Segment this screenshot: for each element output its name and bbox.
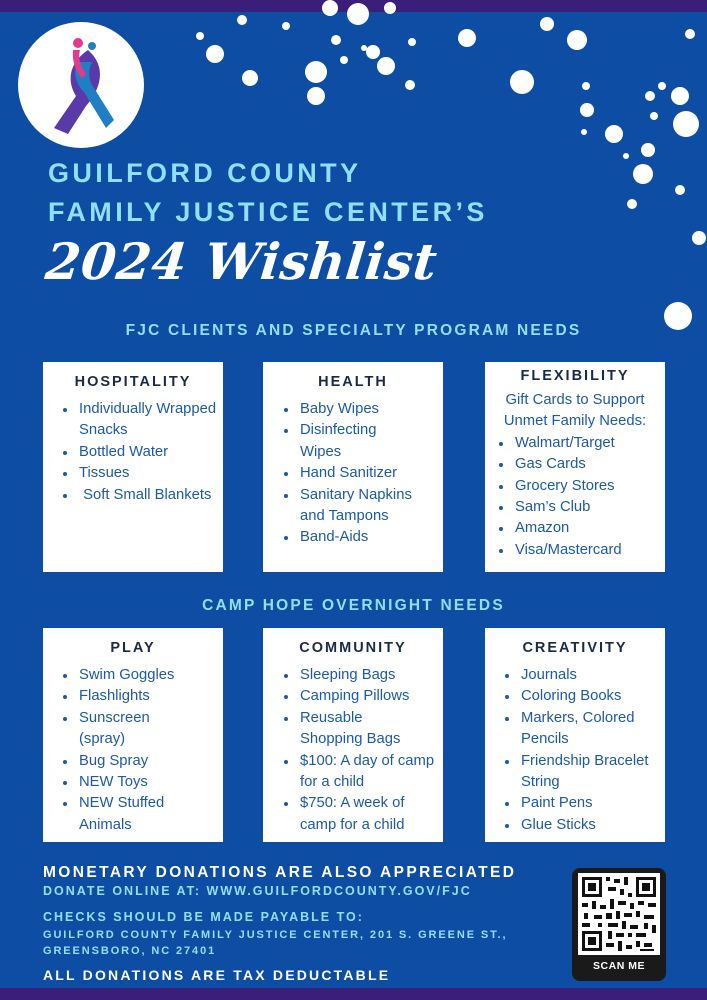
title-line-1: GUILFORD COUNTY bbox=[48, 158, 362, 188]
title-line-2: FAMILY JUSTICE CENTER’S bbox=[48, 197, 488, 227]
list-item: Friendship Bracelet String bbox=[504, 751, 659, 794]
checks-heading: CHECKS SHOULD BE MADE PAYABLE TO: bbox=[43, 910, 364, 924]
list-item: Grocery Stores bbox=[498, 476, 659, 497]
list-item: Swim Goggles bbox=[62, 665, 217, 686]
list-item: Sam’s Club bbox=[498, 497, 659, 518]
play-card bbox=[43, 628, 223, 842]
logo bbox=[18, 22, 144, 148]
donate-online-link[interactable]: DONATE ONLINE AT: WWW.GUILFORDCOUNTY.GOV/FJC bbox=[43, 884, 472, 898]
creativity-list bbox=[485, 665, 665, 836]
qr-code[interactable] bbox=[572, 868, 666, 981]
monetary-donations-text: MONETARY DONATIONS ARE ALSO APPRECIATED bbox=[43, 864, 517, 881]
card-title: PLAY bbox=[110, 640, 156, 656]
community-card bbox=[263, 628, 443, 842]
hospitality-card bbox=[43, 362, 223, 572]
list-item: NEW Toys bbox=[62, 772, 217, 793]
list-item: Walmart/Target bbox=[498, 433, 659, 454]
list-item: Reusable Shopping Bags bbox=[283, 708, 437, 751]
list-item: Sleeping Bags bbox=[283, 665, 437, 686]
top-border-strip bbox=[0, 0, 707, 12]
scan-me-label: SCAN ME bbox=[593, 960, 645, 972]
list-item: NEW Stuffed Animals bbox=[62, 793, 217, 836]
list-item: Soft Small Blankets bbox=[62, 485, 217, 506]
list-item: Glue Sticks bbox=[504, 815, 659, 836]
list-item: Paint Pens bbox=[504, 793, 659, 814]
address-line-2: GREENSBORO, NC 27401 bbox=[43, 945, 217, 957]
list-item: Band-Aids bbox=[283, 527, 437, 548]
list-item: Disinfecting Wipes bbox=[283, 420, 437, 463]
wishlist-title: 2024 Wishlist bbox=[42, 232, 441, 291]
list-item: Gas Cards bbox=[498, 454, 659, 475]
flexibility-card bbox=[485, 362, 665, 572]
list-item: Sunscreen (spray) bbox=[62, 708, 217, 751]
camp-section-heading: CAMP HOPE OVERNIGHT NEEDS bbox=[202, 597, 505, 614]
list-item: Bug Spray bbox=[62, 751, 217, 772]
health-card bbox=[263, 362, 443, 572]
list-item: Markers, Colored Pencils bbox=[504, 708, 659, 751]
list-item: Coloring Books bbox=[504, 686, 659, 707]
gift-card-intro: Gift Cards to Support Unmet Family Needs: bbox=[503, 392, 647, 430]
tax-deductible-text: ALL DONATIONS ARE TAX DEDUCTABLE bbox=[43, 967, 391, 983]
clients-section-heading: FJC CLIENTS AND SPECIALTY PROGRAM NEEDS bbox=[125, 322, 582, 339]
list-item: Sanitary Napkins and Tampons bbox=[283, 485, 437, 528]
flexibility-list bbox=[485, 433, 665, 561]
qr-code-icon bbox=[578, 873, 660, 955]
list-item: $750: A week of camp for a child bbox=[283, 793, 437, 836]
list-item: Bottled Water bbox=[62, 442, 217, 463]
health-list bbox=[263, 399, 443, 549]
community-list bbox=[263, 665, 443, 836]
bottom-border-strip bbox=[0, 988, 707, 1000]
card-title: HEALTH bbox=[318, 374, 388, 390]
ribbon-family-logo-icon bbox=[18, 22, 144, 148]
list-item: Tissues bbox=[62, 463, 217, 484]
list-item: Flashlights bbox=[62, 686, 217, 707]
hospitality-list bbox=[43, 399, 223, 506]
card-title: COMMUNITY bbox=[299, 640, 407, 656]
address-line-1: GUILFORD COUNTY FAMILY JUSTICE CENTER, 201 S. GREENE ST., bbox=[43, 929, 508, 941]
list-item: Visa/Mastercard bbox=[498, 540, 659, 561]
card-title: CREATIVITY bbox=[522, 640, 628, 656]
list-item: Baby Wipes bbox=[283, 399, 437, 420]
card-title: FLEXIBILITY bbox=[520, 368, 630, 384]
play-list bbox=[43, 665, 223, 836]
card-title: HOSPITALITY bbox=[74, 374, 192, 390]
list-item: Individually Wrapped Snacks bbox=[62, 399, 217, 442]
list-item: Amazon bbox=[498, 518, 659, 539]
list-item: Camping Pillows bbox=[283, 686, 437, 707]
creativity-card bbox=[485, 628, 665, 842]
list-item: Hand Sanitizer bbox=[283, 463, 437, 484]
list-item: Journals bbox=[504, 665, 659, 686]
list-item: $100: A day of camp for a child bbox=[283, 751, 437, 794]
